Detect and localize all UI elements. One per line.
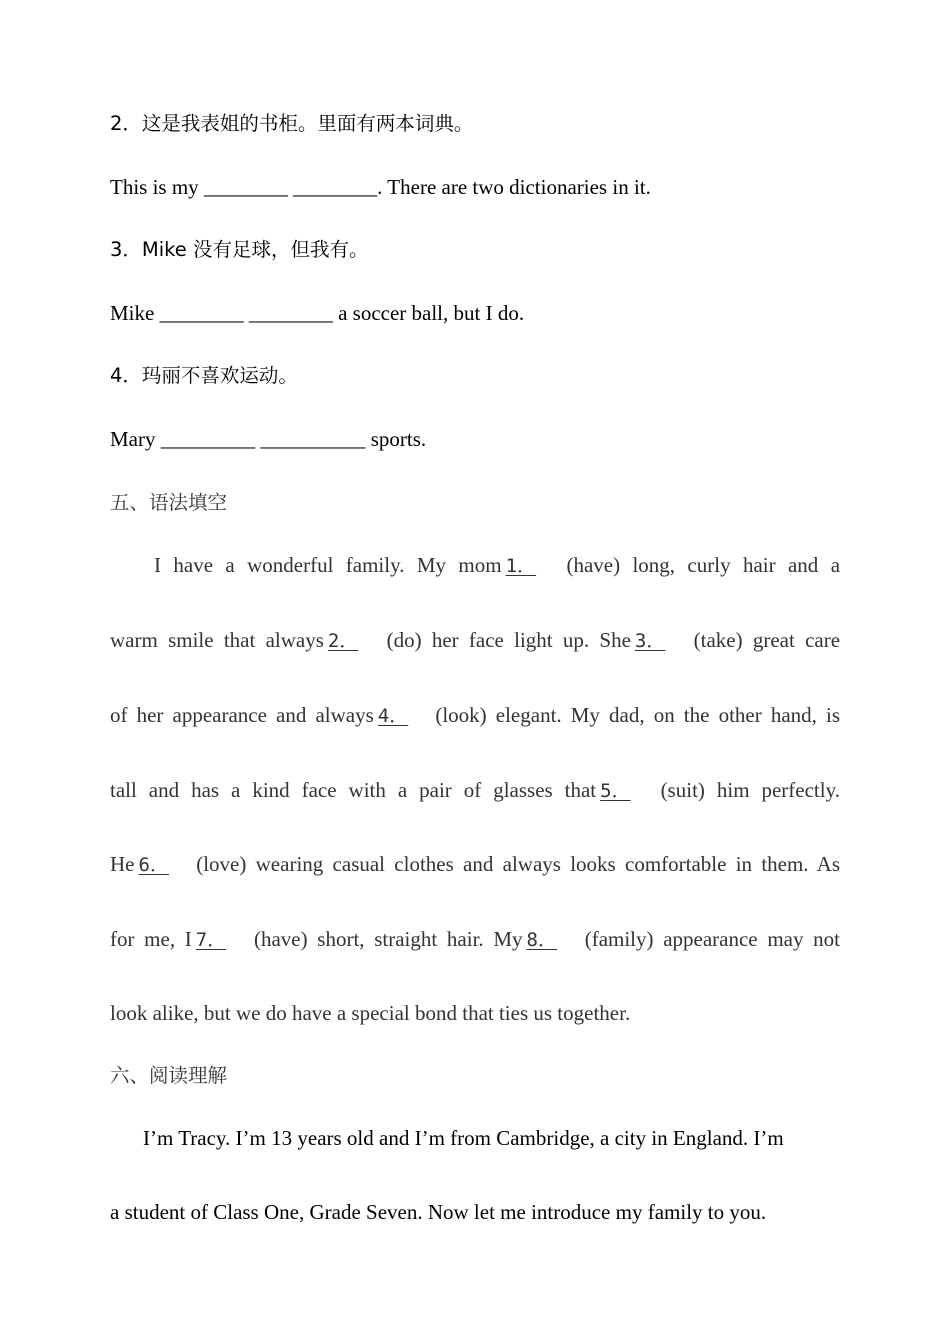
blank-3: 3． [634,630,666,652]
blank-7: 7． [195,929,227,951]
reading-paragraph-line-1: I’m Tracy. I’m 13 years old and I’m from Cambridge, a city in England. I’m [143,1126,784,1150]
grammar-text: (have) long, curly hair and a [566,553,841,577]
grammar-text: tall and has a kind face with a pair of glasses that [110,778,597,802]
reading-heading: 六、阅读理解 [110,1064,228,1087]
grammar-text: (take) great care [693,628,841,652]
translation-q3-answer: Mike ________ ________ a soccer ball, but I do. [110,301,525,325]
grammar-line-2 [110,628,840,653]
grammar-text: I have a wonderful family. My mom [154,553,502,577]
blank-1: 1． [505,555,537,577]
translation-q3-prompt: 3．Mike 没有足球，但我有。 [110,238,369,261]
grammar-text: (have) short, straight hair. My [253,927,523,951]
blank-2: 2． [327,630,359,652]
blank-5: 5． [600,780,631,802]
blank-8: 8． [526,929,557,951]
grammar-line-1 [110,553,840,578]
grammar-text: (do) her face light up. She [386,628,631,652]
translation-q4-prompt: 4．玛丽不喜欢运动。 [110,364,298,387]
grammar-text: (family) appearance may not [584,927,841,951]
translation-q4-answer: Mary _________ __________ sports. [110,427,427,451]
grammar-text: of her appearance and always [110,703,374,727]
grammar-text: He [110,852,135,876]
grammar-line-3 [110,703,840,728]
grammar-text: for me, I [110,927,192,951]
grammar-text: (suit) him perfectly. [660,778,840,802]
grammar-line-7: look alike, but we do have a special bond that ties us together. [110,1001,631,1025]
grammar-text: (love) wearing casual clothes and always looks comfortable in them. As [196,852,841,876]
grammar-text: warm smile that always [110,628,324,652]
grammar-heading: 五、语法填空 [110,491,228,514]
grammar-text: (look) elegant. My dad, on the other hand, is [435,703,840,727]
translation-q2-prompt: 2．这是我表姐的书柜。里面有两本词典。 [110,112,474,135]
grammar-line-5 [110,852,840,877]
blank-4: 4． [377,705,409,727]
translation-q2-answer: This is my ________ ________. There are two dictionaries in it. [110,175,651,199]
reading-paragraph-line-2: a student of Class One, Grade Seven. Now let me introduce my family to you. [110,1200,767,1224]
grammar-line-6 [110,927,840,952]
grammar-line-4 [110,778,840,803]
blank-6: 6． [138,854,169,876]
